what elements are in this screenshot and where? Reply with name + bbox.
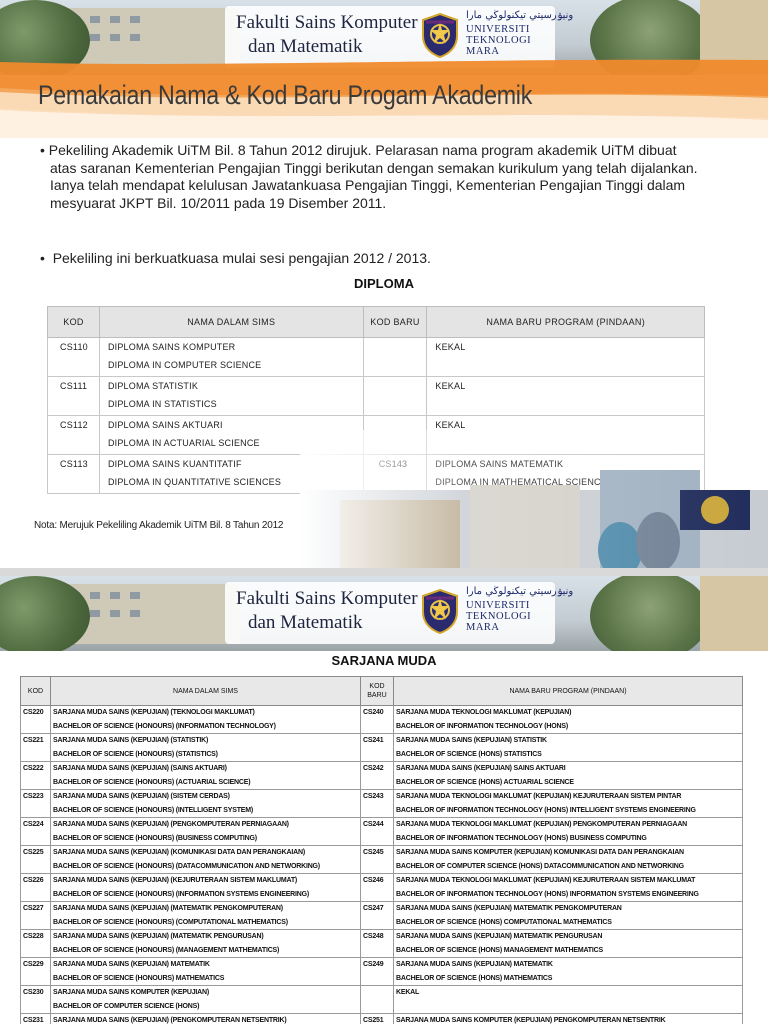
- table-row: CS225 SARJANA MUDA SAINS (KEPUJIAN) (KOMUNIKASI DATA DAN PERANGKAIAN) BACHELOR OF SCIENCE (HONOURS) (DATACOMMUNICATION AND NETWORKING) CS245 SARJANA MUDA SAINS KOMPUTER (KEPUJIAN) KOMUNIKASI DATA DAN PERANGKAIAN BACHELOR OF COMPUTER SCIENCE (HONS) DATACOMMUNICATION AND NETWORKING: [21, 846, 743, 874]
- faculty-name-line2: dan Matematik: [248, 612, 363, 633]
- table-row: CS111 DIPLOMA STATISTIK DIPLOMA IN STATISTICS KEKAL: [48, 377, 705, 416]
- table-row: CS226 SARJANA MUDA SAINS (KEPUJIAN) (KEJURUTERAAN SISTEM MAKLUMAT) BACHELOR OF SCIENCE (HONOURS) (INFORMATION SYSTEMS ENGINEERING) CS246 SARJANA MUDA TEKNOLOGI MAKLUMAT (KEPUJIAN) KEJURUTERAAN SISTEM MAKLUMAT BACHELOR OF INFORMATION TECHNOLOGY (HONS) INFORMATION SYSTEMS ENGINEERING: [21, 874, 743, 902]
- column-header: KOD BARU: [361, 677, 394, 706]
- column-header: NAMA BARU PROGRAM (PINDAAN): [394, 677, 743, 706]
- sarjana-muda-table: [20, 676, 743, 1024]
- faculty-name-line1: Fakulti Sains Komputer: [236, 588, 418, 609]
- slide-2: [0, 576, 768, 1024]
- faculty-banner: [0, 576, 768, 651]
- university-jawi-name: ونيۏرسيتي تيكنولوڬي مارا: [466, 586, 574, 597]
- faculty-name-line2: dan Matematik: [248, 36, 363, 57]
- diploma-heading: DIPLOMA: [354, 276, 414, 291]
- table-row: CS230 SARJANA MUDA SAINS KOMPUTER (KEPUJIAN) BACHELOR OF COMPUTER SCIENCE (HONS) KEKAL: [21, 986, 743, 1014]
- sarjana-muda-heading: SARJANA MUDA: [331, 653, 437, 668]
- table-row: CS224 SARJANA MUDA SAINS (KEPUJIAN) (PENGKOMPUTERAN PERNIAGAAN) BACHELOR OF SCIENCE (HONOURS) (BUSINESS COMPUTING) CS244 SARJANA MUDA TEKNOLOGI MAKLUMAT (KEPUJIAN) PENGKOMPUTERAN PERNIAGAAN BACHELOR OF INFORMATION TECHNOLOGY (HONS) BUSINESS COMPUTING: [21, 818, 743, 846]
- table-row: CS227 SARJANA MUDA SAINS (KEPUJIAN) (MATEMATIK PENGKOMPUTERAN) BACHELOR OF SCIENCE (HONOURS) (COMPUTATIONAL MATHEMATICS) CS247 SARJANA MUDA SAINS (KEPUJIAN) MATEMATIK PENGKOMPUTERAN BACHELOR OF SCIENCE (HONS) COMPUTATIONAL MATHEMATICS: [21, 902, 743, 930]
- campus-photo: [300, 430, 768, 568]
- column-header: NAMA BARU PROGRAM (PINDAAN): [427, 307, 705, 338]
- table-row: CS110 DIPLOMA SAINS KOMPUTER DIPLOMA IN COMPUTER SCIENCE KEKAL: [48, 338, 705, 377]
- slide-title: Pemakaian Nama & Kod Baru Progam Akademik: [38, 80, 533, 110]
- building-photo: [700, 576, 768, 651]
- table-row: CS113 DIPLOMA SAINS KUANTITATIF DIPLOMA IN QUANTITATIVE SCIENCES: [48, 455, 705, 494]
- table-row: CS221 SARJANA MUDA SAINS (KEPUJIAN) (STATISTIK) BACHELOR OF SCIENCE (HONOURS) (STATISTICS) CS241 SARJANA MUDA SAINS (KEPUJIAN) STATISTIK BACHELOR OF SCIENCE (HONS) STATISTICS: [21, 734, 743, 762]
- column-header: KOD: [48, 307, 100, 338]
- column-header: NAMA DALAM SIMS: [99, 307, 363, 338]
- table-row: CS220 SARJANA MUDA SAINS (KEPUJIAN) (TEKNOLOGI MAKLUMAT) BACHELOR OF SCIENCE (HONOURS) (INFORMATION TECHNOLOGY) CS240 SARJANA MUDA TEKNOLOGI MAKLUMAT (KEPUJIAN) BACHELOR OF INFORMATION TECHNOLOGY (HONS): [21, 706, 743, 734]
- table-row: CS223 SARJANA MUDA SAINS (KEPUJIAN) (SISTEM CERDAS) BACHELOR OF SCIENCE (HONOURS) (INTELLIGENT SYSTEM) CS243 SARJANA MUDA TEKNOLOGI MAKLUMAT (KEPUJIAN) KEJURUTERAAN SISTEM PINTAR BACHELOR OF INFORMATION TECHNOLOGY (HONS) INTELLIGENT SYSTEMS ENGINEERING: [21, 790, 743, 818]
- faculty-name-line1: Fakulti Sains Komputer: [236, 12, 418, 33]
- table-row: CS231 SARJANA MUDA SAINS (KEPUJIAN) (PENGKOMPUTERAN NETSENTRIK) CS251 SARJANA MUDA SAINS KOMPUTER (KEPUJIAN) PENGKOMPUTERAN NETSENTRIK: [21, 1014, 743, 1024]
- column-header: NAMA DALAM SIMS: [51, 677, 361, 706]
- university-name: UNIVERSITI TEKNOLOGI MARA: [466, 600, 532, 633]
- column-header: KOD BARU: [363, 307, 427, 338]
- uitm-crest-icon: [420, 12, 460, 58]
- university-name: UNIVERSITI TEKNOLOGI MARA: [466, 24, 532, 57]
- table-row: CS229 SARJANA MUDA SAINS (KEPUJIAN) MATEMATIK BACHELOR OF SCIENCE (HONOURS) MATHEMATICS CS249 SARJANA MUDA SAINS (KEPUJIAN) MATEMATIK BACHELOR OF SCIENCE (HONS) MATHEMATICS: [21, 958, 743, 986]
- column-header: KOD: [21, 677, 51, 706]
- uitm-crest-icon: [420, 588, 460, 634]
- bullet-paragraph-1: • Pekeliling Akademik UiTM Bil. 8 Tahun 2012 dirujuk. Pelarasan nama program akademik UiTM dibuat atas saranan Kementerian Pengajian Tinggi berikutan dengan semakan kurikulum yang telah dijalankan. Ianya telah mendapat kelulusan Jawatankuasa Pengajian Tinggi, Kementerian Pengajian Tinggi dalam mesyuarat JKPT Bil. 10/2011 pada 19 Disember 2011.: [40, 142, 698, 211]
- table-row: CS228 SARJANA MUDA SAINS (KEPUJIAN) (MATEMATIK PENGURUSAN) BACHELOR OF SCIENCE (HONOURS) (MANAGEMENT MATHEMATICS) CS248 SARJANA MUDA SAINS (KEPUJIAN) MATEMATIK PENGURUSAN BACHELOR OF SCIENCE (HONS) MANAGEMENT MATHEMATICS: [21, 930, 743, 958]
- university-jawi-name: ونيۏرسيتي تيكنولوڬي مارا: [466, 10, 574, 21]
- bullet-paragraph-2: • Pekeliling ini berkuatkuasa mulai sesi pengajian 2012 / 2013.: [40, 250, 431, 266]
- table-row: CS112 DIPLOMA SAINS AKTUARI DIPLOMA IN ACTUARIAL SCIENCE KEKAL: [48, 416, 705, 455]
- footnote: Nota: Merujuk Pekeliling Akademik UiTM Bil. 8 Tahun 2012: [34, 520, 284, 531]
- tree-photo: [590, 576, 710, 651]
- table-row: CS222 SARJANA MUDA SAINS (KEPUJIAN) (SAINS AKTUARI) BACHELOR OF SCIENCE (HONOURS) (ACTUARIAL SCIENCE) CS242 SARJANA MUDA SAINS (KEPUJIAN) SAINS AKTUARI BACHELOR OF SCIENCE (HONS) ACTUARIAL SCIENCE: [21, 762, 743, 790]
